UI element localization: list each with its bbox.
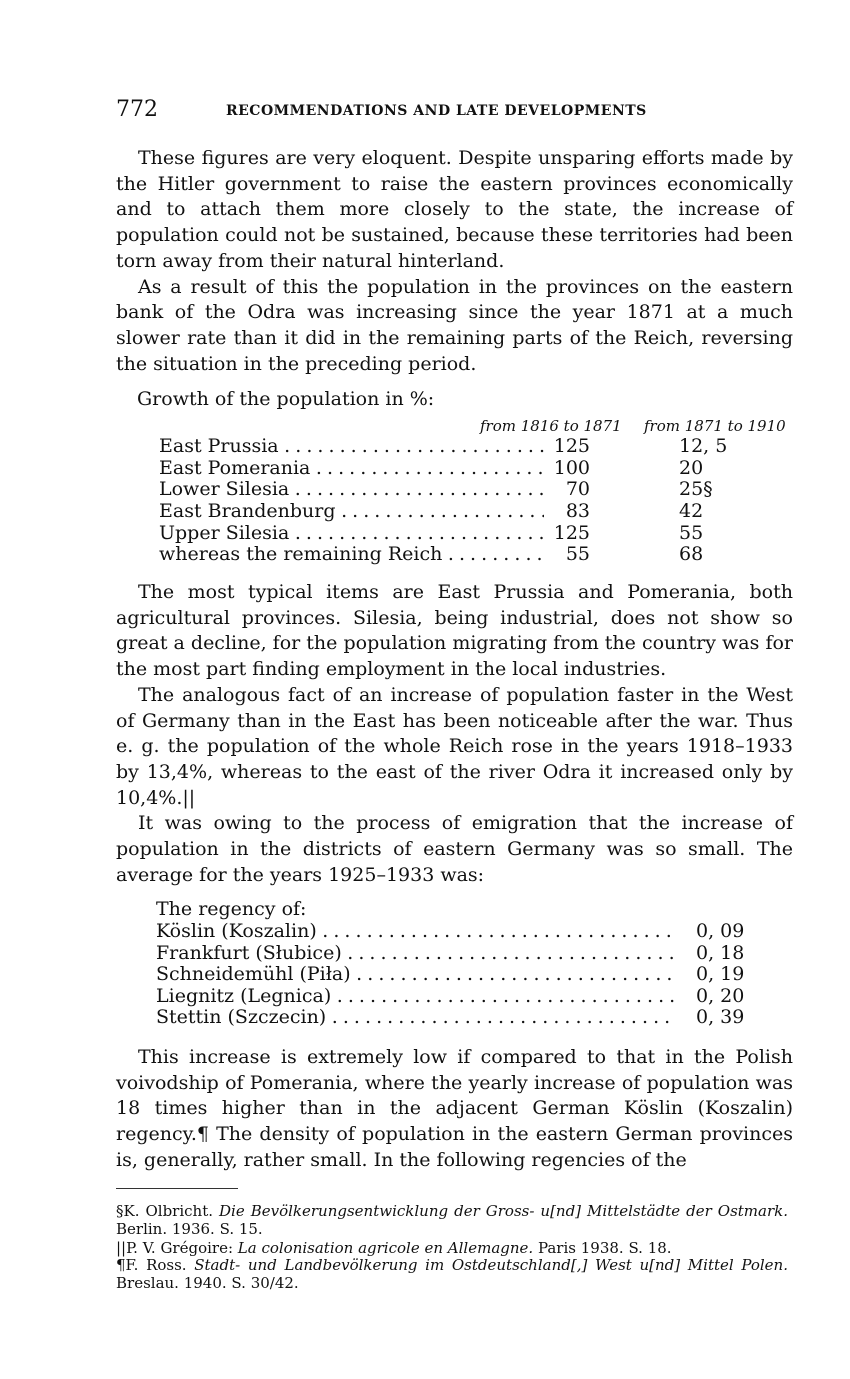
column-header: from 1871 to 1910 [644,417,786,435]
table-row [116,921,796,943]
province-name: Lower Silesia . . . [159,479,544,501]
footnote-mark: ¶ [116,1256,126,1274]
table-row [116,479,796,501]
regency-value: 0, 09 [696,920,745,942]
running-header [116,97,796,127]
paragraph-block-2 [116,580,793,888]
table-row [116,964,796,986]
growth-1871-1910: 68 [679,543,704,566]
growth-1816-1871: 125 [553,521,590,544]
regency-name: Frankfurt (Słubice) . . . [156,943,676,965]
table-row [116,436,796,458]
regency-name: Schneidemühl (Piła) . . . [156,964,676,986]
growth-1816-1871: 100 [553,456,590,479]
province-name: whereas the remaining Reich . . . [159,544,544,566]
growth-1816-1871: 125 [553,435,590,457]
footnote-title: Die Bevölkerungsentwicklung der Gross- u[nd] Mittelstädte der Ostmark. [219,1202,788,1220]
table-row [116,544,796,566]
growth-1816-1871: 55 [565,543,590,566]
paragraph-block-3 [116,1045,793,1174]
paragraph: It was owing to the process of emigration that the increase of population in the districts of eastern Germany was so small. The average for the years 1925–1933 was: [116,812,793,886]
province-name: East Pomerania . . . [159,458,544,480]
regency-value: 0, 18 [696,941,745,964]
regency-name: Köslin (Koszalin) . . . [156,921,676,943]
growth-table-header [116,414,796,436]
table-row [116,943,796,965]
regency-name: Stettin (Szczecin) . . . [156,1007,676,1029]
column-header: from 1816 to 1871 [480,417,622,435]
running-title: RECOMMENDATIONS AND LATE DEVELOPMENTS [226,103,647,119]
regency-table [116,897,796,1029]
growth-1816-1871: 70 [565,478,590,501]
province-name: East Prussia . . . [159,436,544,458]
footnote [116,1257,788,1292]
footnote-mark: § [116,1202,124,1220]
growth-1816-1871: 83 [565,500,590,523]
footnote-source: Breslau. 1940. S. 30/42. [116,1273,299,1292]
paragraph: The most typical items are East Prussia and Pomerania, both agricultural provinces. Silesia, being industrial, does not show so great a decline, for the population migrating from the country was for the most part finding employment in the local industries. [116,581,793,681]
table-row [116,458,796,480]
growth-table [116,414,796,566]
table-row [116,986,796,1008]
regency-name: Liegnitz (Legnica) . . . [156,986,676,1008]
growth-1871-1910: 42 [679,500,704,523]
paragraph: As a result of this the population in the provinces on the eastern bank of the Odra was increasing since the year 1871 at a much slower rate than it did in the remaining parts of the Reich, reversing the situation in the preceding period. [116,275,793,375]
growth-1871-1910: 20 [679,456,704,479]
growth-1871-1910: 55 [679,521,704,544]
paragraph-block-1 [116,146,793,377]
footnote-author: P. V. Grégoire: [126,1239,238,1257]
growth-1871-1910: 12, 5 [679,435,728,457]
regency-value: 0, 20 [696,984,745,1007]
footnote-mark: || [116,1239,127,1257]
footnote-author: K. Olbricht. [123,1202,220,1220]
footnote-rule [116,1188,238,1189]
footnote [116,1240,788,1258]
province-name: East Brandenburg . . . [159,501,544,523]
footnote-source: Berlin. 1936. S. 15. [116,1219,263,1238]
footnote-source: Paris 1938. S. 18. [533,1239,672,1257]
page-number: 772 [116,97,158,122]
regency-value: 0, 39 [696,1006,745,1029]
table-row [116,1007,796,1029]
footnote-author: F. Ross. [125,1256,195,1274]
growth-table-title: Growth of the population in %: [137,388,435,410]
paragraph: The analogous fact of an increase of population faster in the West of Germany than in the East has been noticeable after the war. Thus e. g. the population of the whole Reich rose in the years 1918–1933 by 13,4%, whereas to the east of the river Odra it increased only by 10,4%.|| [116,683,793,809]
paragraph: These figures are very eloquent. Despite unsparing efforts made by the Hitler government to raise the eastern provinces economically and to attach them more closely to the state, the increase of population could not be sustained, because these territories had been torn away from their natural hinterland. [116,147,793,272]
footnote-title: La colonisation agricole en Allemagne. [237,1239,534,1257]
regency-value: 0, 19 [696,963,745,986]
table-row [116,501,796,523]
regency-table-title: The regency of: [156,898,307,920]
paragraph: This increase is extremely low if compared to that in the Polish voivodship of Pomerania, where the yearly increase of population was 18 times higher than in the adjacent German Köslin (Koszalin) regency.¶ The density of population in the eastern German provinces is, generally, rather small. In the following regencies of the [116,1046,793,1171]
growth-1871-1910: 25§ [679,478,713,501]
province-name: Upper Silesia . . . [159,523,544,545]
footnote [116,1203,788,1238]
footnote-title: Stadt- und Landbevölkerung im Ostdeutschland[,] West u[nd] Mittel Polen. [194,1256,788,1274]
table-row [116,523,796,545]
